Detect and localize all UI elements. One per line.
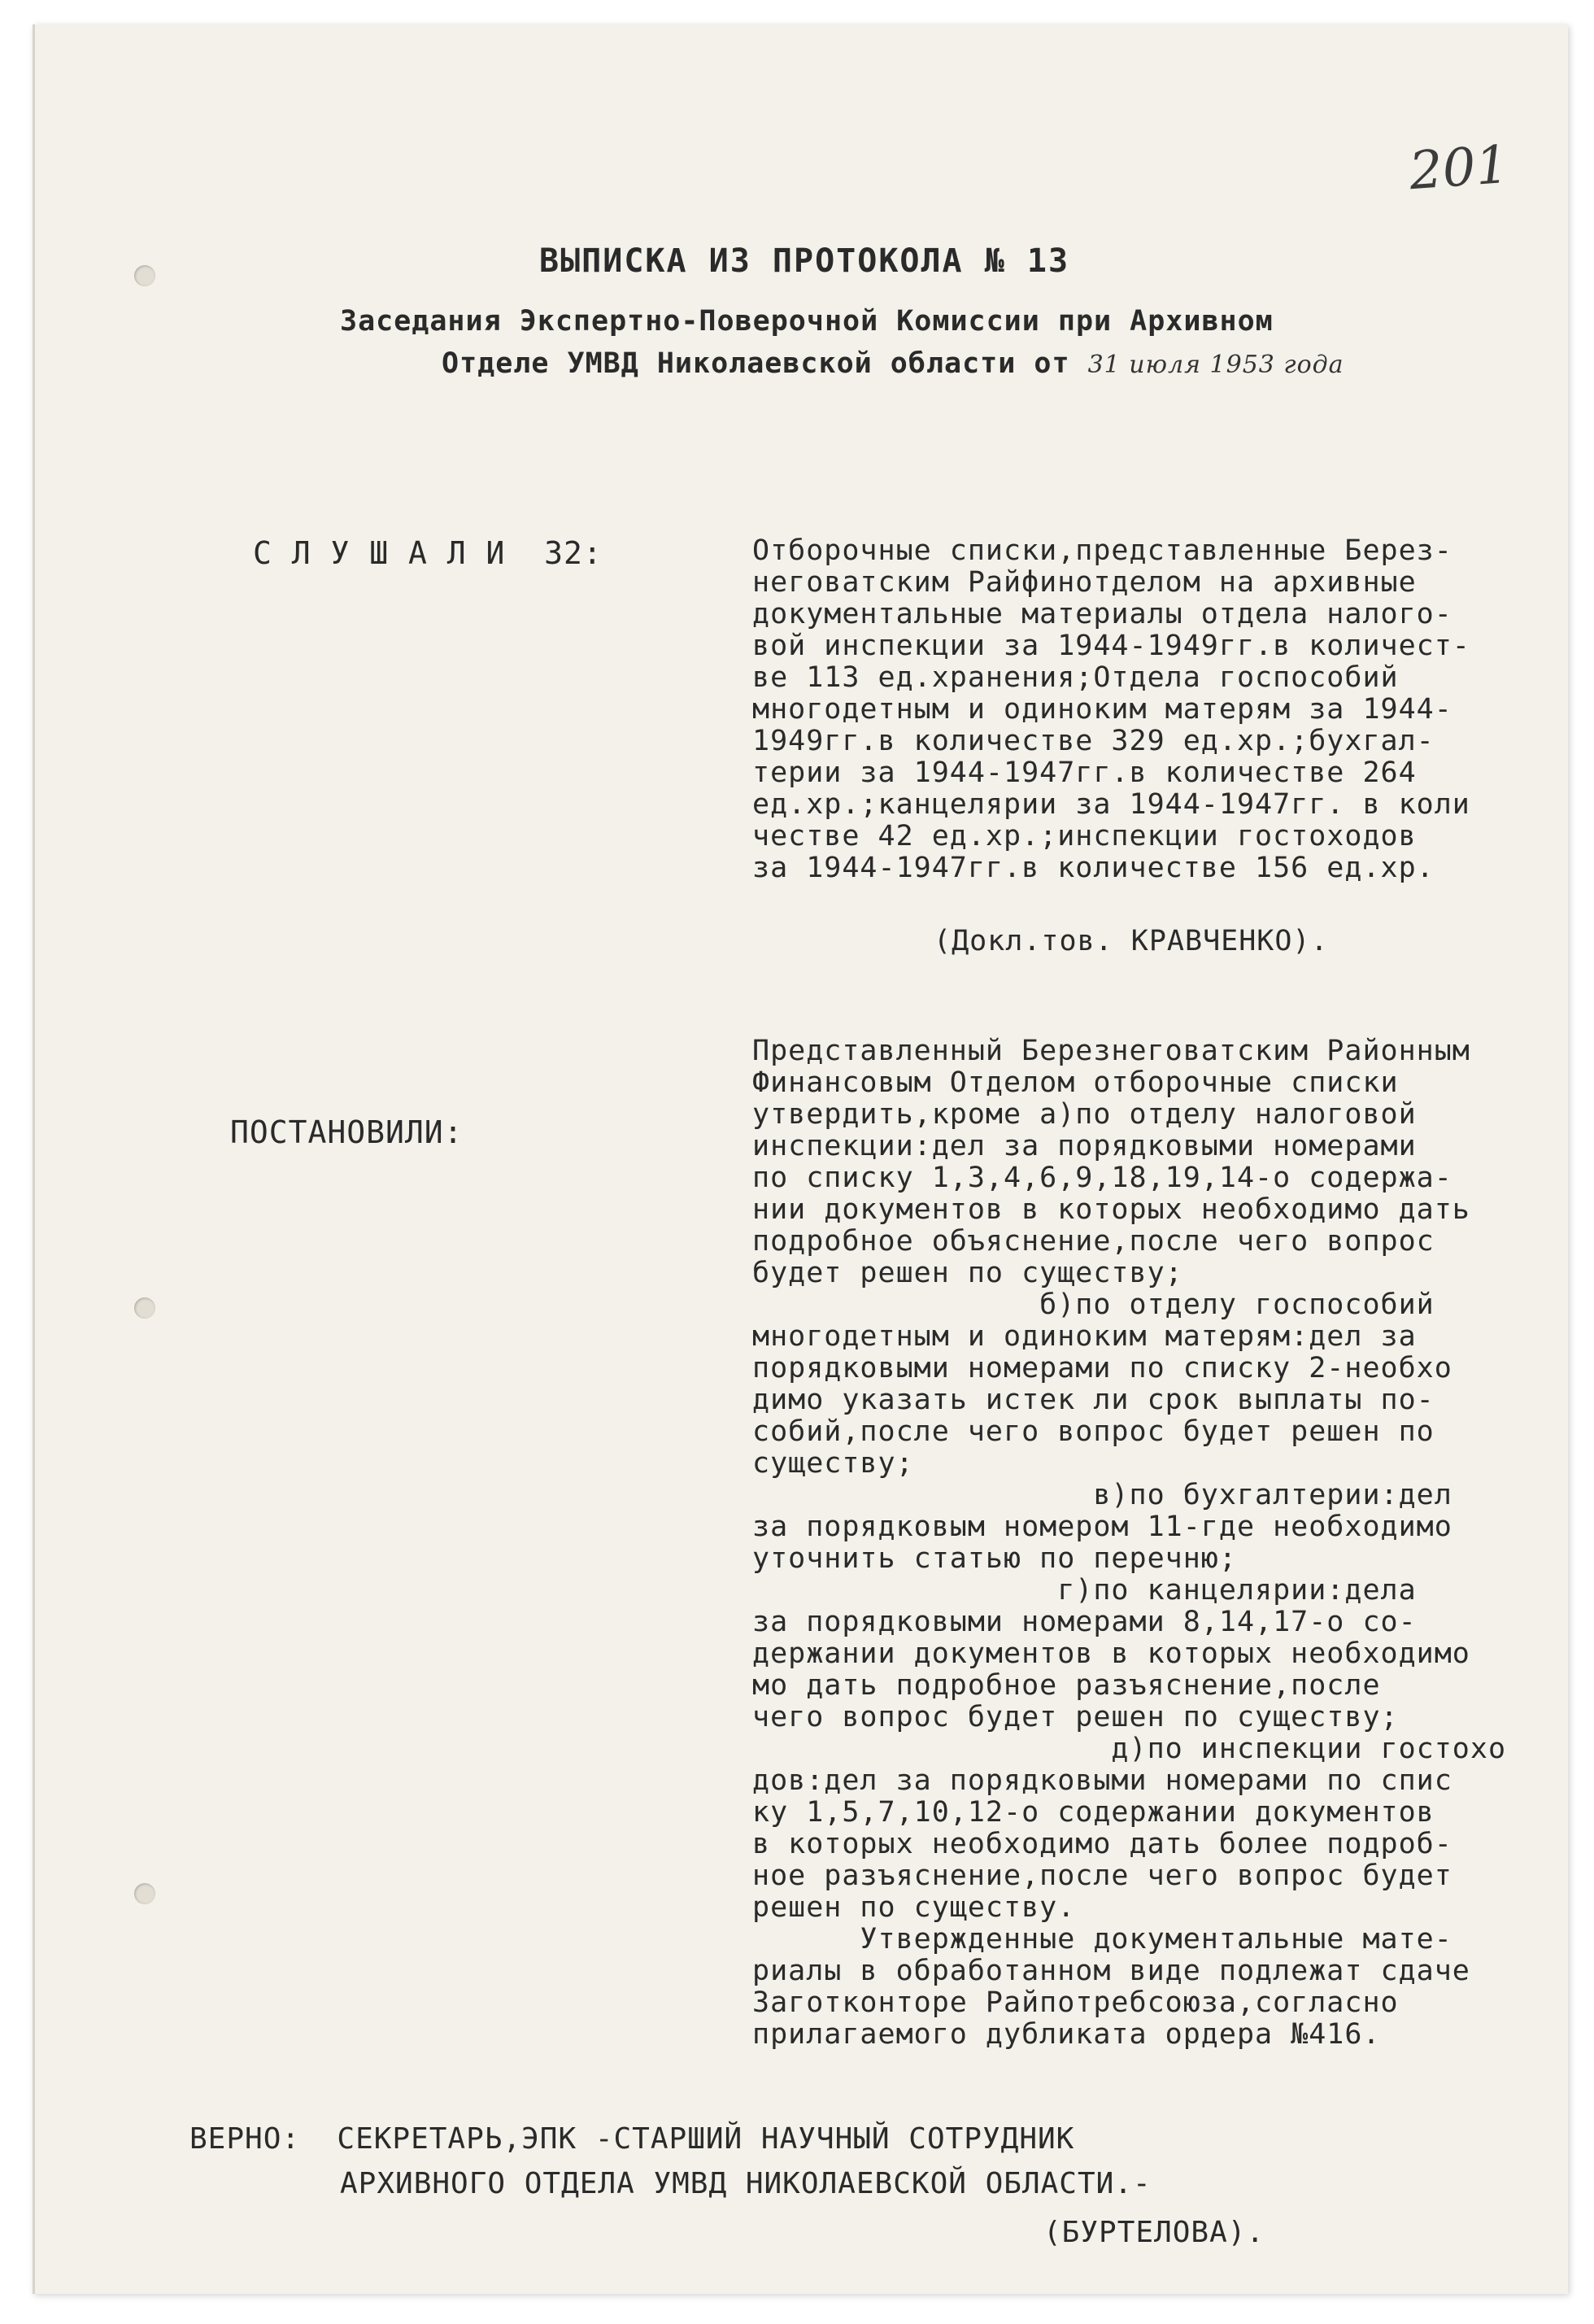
header-line-2-printed: Отделе УМВД Николаевской области от: [442, 347, 1070, 380]
resolved-line: держании документов в которых необходимо: [752, 1637, 1470, 1670]
resolved-line: уточнить статью по перечню;: [752, 1542, 1237, 1575]
resolved-text: [752, 1036, 1506, 2051]
heard-line: за 1944-1947гг.в количестве 156 ед.хр.: [752, 852, 1435, 884]
resolved-line: Утвержденные документальные мате-: [752, 1923, 1452, 1956]
resolved-line: прилагаемого дубликата ордера №416.: [752, 2018, 1381, 2051]
header-line-2: [442, 347, 1344, 380]
resolved-line: многодетным и одиноким матерям:дел за: [752, 1320, 1417, 1353]
heard-line: вой инспекции за 1944-1949гг.в количест-: [752, 630, 1470, 662]
heard-line: ве 113 ед.хранения;Отдела госпособий: [752, 661, 1399, 694]
document-sheet: [33, 24, 1568, 2294]
resolved-line: порядковыми номерами по списку 2-необхо: [752, 1352, 1452, 1384]
resolved-line: д)по инспекции гостохо: [752, 1733, 1507, 1765]
resolved-line: б)по отделу госпособий: [752, 1288, 1435, 1321]
resolved-line: за порядковым номером 11-где необходимо: [752, 1511, 1452, 1543]
handwritten-date: 31 июля 1953 года: [1087, 351, 1344, 379]
heard-line: 1949гг.в количестве 329 ед.хр.;бухгал-: [752, 725, 1435, 757]
resolved-line: ное разъяснение,после чего вопрос будет: [752, 1860, 1452, 1892]
page-number-stamp: 201: [1407, 134, 1511, 203]
reporter-note: (Докл.тов. КРАВЧЕНКО).: [934, 925, 1329, 957]
resolved-line: дов:дел за порядковыми номерами по спис: [752, 1764, 1452, 1797]
resolved-line: нии документов в которых необходимо дать: [752, 1193, 1470, 1226]
resolved-line: Финансовым Отделом отборочные списки: [752, 1066, 1399, 1099]
resolved-line: решен по существу.: [752, 1891, 1076, 1924]
heard-line: многодетным и одиноким матерям за 1944-: [752, 693, 1452, 726]
footer-line-1: ВЕРНО: СЕКРЕТАРЬ,ЭПК -СТАРШИЙ НАУЧНЫЙ СОТРУДНИК: [189, 2122, 1075, 2156]
resolved-label: ПОСТАНОВИЛИ:: [230, 1114, 464, 1150]
footer-line-2: АРХИВНОГО ОТДЕЛА УМВД НИКОЛАЕВСКОЙ ОБЛАСТИ.-: [340, 2167, 1152, 2200]
heard-line: документальные материалы отдела налого-: [752, 598, 1452, 630]
resolved-line: г)по канцелярии:дела: [752, 1574, 1417, 1607]
resolved-line: за порядковыми номерами 8,14,17-о со-: [752, 1606, 1417, 1638]
resolved-line: собий,после чего вопрос будет решен по: [752, 1415, 1435, 1448]
resolved-line: мо дать подробное разъяснение,после: [752, 1669, 1381, 1702]
resolved-line: ку 1,5,7,10,12-о содержании документов: [752, 1796, 1435, 1829]
signatory-name: (БУРТЕЛОВА).: [1043, 2216, 1265, 2249]
resolved-line: будет решен по существу;: [752, 1257, 1183, 1289]
resolved-line: инспекции:дел за порядковыми номерами: [752, 1130, 1417, 1162]
heard-line: терии за 1944-1947гг.в количестве 264: [752, 756, 1417, 789]
header-line-1: Заседания Экспертно-Поверочной Комиссии при Архивном: [340, 305, 1274, 338]
resolved-line: по списку 1,3,4,6,9,18,19,14-о содержа-: [752, 1162, 1452, 1194]
heard-text: [752, 535, 1470, 884]
resolved-line: димо указать истек ли срок выплаты по-: [752, 1384, 1435, 1416]
document-title: ВЫПИСКА ИЗ ПРОТОКОЛА № 13: [539, 242, 1070, 280]
resolved-line: Заготконторе Райпотребсоюза,согласно: [752, 1986, 1399, 2019]
punch-hole-top: [134, 265, 155, 286]
punch-hole-middle: [134, 1297, 155, 1319]
heard-line: Отборочные списки,представленные Берез-: [752, 534, 1452, 567]
heard-line: честве 42 ед.хр.;инспекции гостоходов: [752, 820, 1417, 852]
resolved-line: утвердить,кроме а)по отделу налоговой: [752, 1098, 1417, 1131]
heard-label: С Л У Ш А Л И 32:: [253, 535, 603, 571]
resolved-line: существу;: [752, 1447, 914, 1480]
resolved-line: риалы в обработанном виде подлежат сдаче: [752, 1955, 1470, 1987]
punch-hole-bottom: [134, 1883, 155, 1904]
resolved-line: Представленный Березнеговатским Районным: [752, 1035, 1470, 1067]
resolved-line: чего вопрос будет решен по существу;: [752, 1701, 1399, 1733]
heard-line: неговатским Райфинотделом на архивные: [752, 566, 1417, 599]
resolved-line: в)по бухгалтерии:дел: [752, 1479, 1452, 1511]
resolved-line: в которых необходимо дать более подроб-: [752, 1828, 1452, 1860]
heard-line: ед.хр.;канцелярии за 1944-1947гг. в коли: [752, 788, 1470, 821]
resolved-line: подробное объяснение,после чего вопрос: [752, 1225, 1435, 1258]
